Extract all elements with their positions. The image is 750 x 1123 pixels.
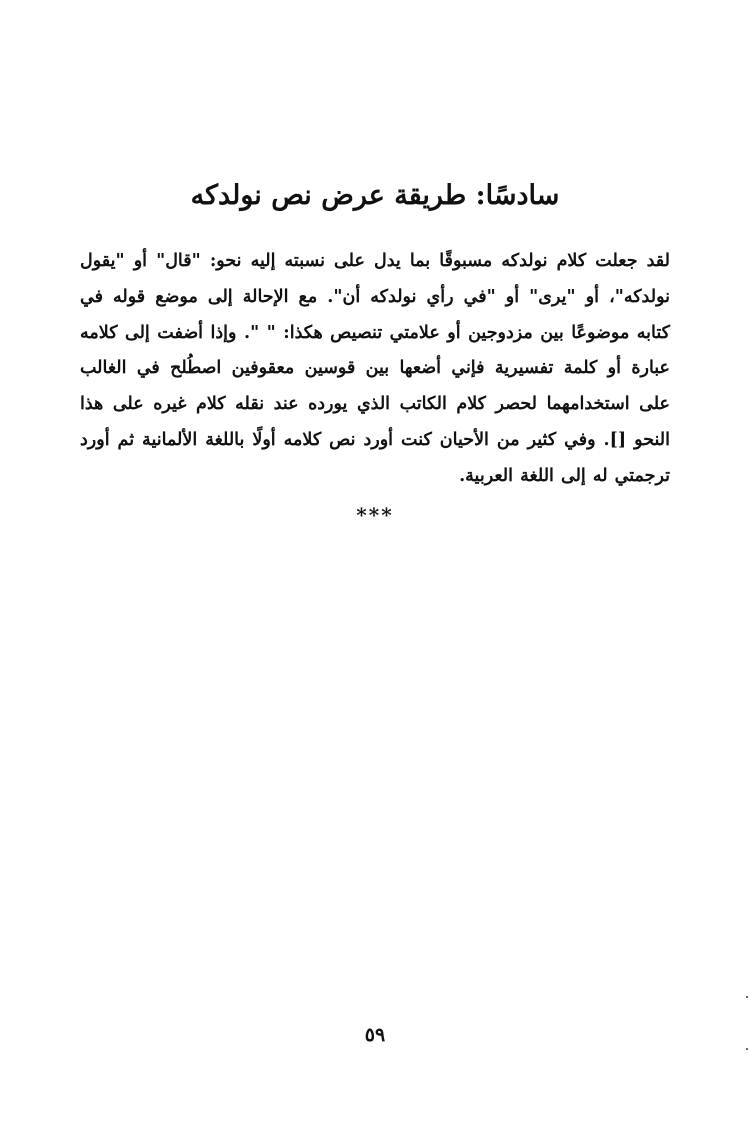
scan-speck (746, 1048, 748, 1050)
scan-speck (746, 996, 748, 998)
page-number: ٥٩ (364, 1024, 386, 1046)
section-title: سادسًا: طريقة عرض نص نولدكه (190, 180, 560, 211)
section-separator: *** (356, 503, 394, 527)
body-paragraph: لقد جعلت كلام نولدكه مسبوقًا بما يدل على نسبته إليه نحو: "قال" أو "يقول نولدكه"، أو "يرى" أو "في رأي نولدكه أن". مع الإحالة إلى موضع قوله في كتابه موضوعًا بين مزدوجين أو علامتي تنصيص هكذا: " ". وإذا أضفت إلى كلامه عبارة أو كلمة تفسيرية فإني أضعها بين قوسين معقوفين اصطُلح في الغالب على استخدامهما لحصر كلام الكاتب الذي يورده عند نقله كلام غيره على هذا النحو []. وفي كثير من الأحيان كنت أورد نص كلامه أولًا باللغة الألمانية ثم أورد ترجمتي له إلى اللغة العربية. (80, 251, 670, 486)
